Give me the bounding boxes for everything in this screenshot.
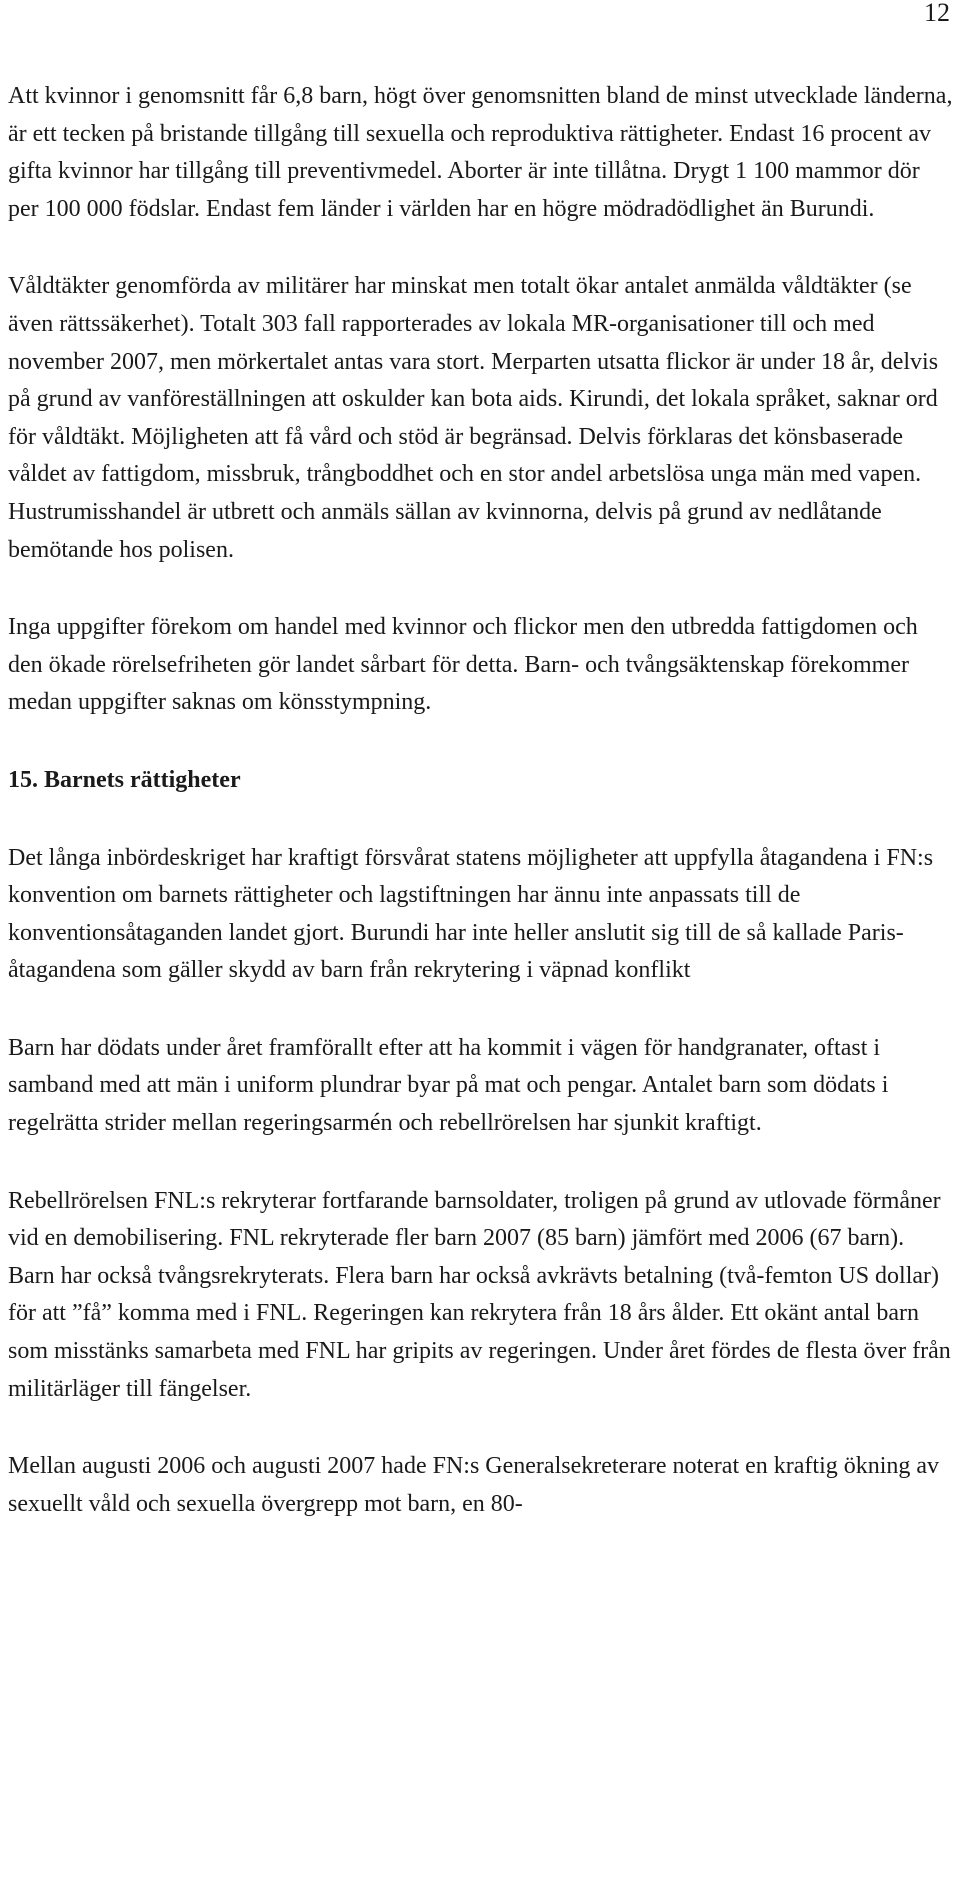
paragraph-sexual-violence: Våldtäkter genomförda av militärer har minskat men totalt ökar antalet anmälda våldtäkter (se även rättssäkerhet). Totalt 303 fall rapporterades av lokala MR-organisationer till och med november 2007, men mörkertalet antas vara stort. Merparten utsatta flickor är under 18 år, delvis på grund av vanföreställningen att oskulder kan bota aids. Kirundi, det lokala språket, saknar ord för våldtäkt. Möjligheten att få vård och stöd är begränsad. Delvis förklaras det könsbaserade våldet av fattigdom, missbruk, trångboddhet och en stor andel arbetslösa unga män med vapen. Hustrumisshandel är utbrett och anmäls sällan av kvinnorna, delvis på grund av nedlåtande bemötande hos polisen.: [8, 273, 939, 563]
paragraph-convention: Det långa inbördeskriget har kraftigt försvårat statens möjligheter att uppfylla åtagandena i FN:s konvention om barnets rättigheter och lagstiftningen har ännu inte anpassats till de konventionsåtaganden landet gjort. Burundi har inte heller anslutit sig till de så kallade Paris-åtagandena som gäller skydd av barn från rekrytering i väpnad konflikt: [8, 844, 934, 984]
paragraph-child-soldiers: Rebellrörelsen FNL:s rekryterar fortfarande barnsoldater, troligen på grund av utlovade förmåner vid en demobilisering. FNL rekryterade fler barn 2007 (85 barn) jämfört med 2006 (67 barn). Barn har också tvångsrekryterats. Flera barn har också avkrävts betalning (två-femton US dollar) för att ”få” komma med i FNL. Regeringen kan rekrytera från 18 års ålder. Ett okänt antal barn som misstänks samarbeta med FNL har gripits av regeringen. Under året fördes de flesta över från militärläger till fängelser.: [8, 1187, 951, 1402]
paragraph-trafficking: Inga uppgifter förekom om handel med kvinnor och flickor men den utbredda fattigdomen och den ökade rörelsefriheten gör landet sårbart för detta. Barn- och tvångsäktenskap förekommer medan uppgifter saknas om könsstympning.: [8, 614, 918, 716]
paragraph-sexual-abuse-children: Mellan augusti 2006 och augusti 2007 hade FN:s Generalsekreterare noterat en kraftig ökning av sexuellt våld och sexuella övergrepp mot barn, en 80-: [8, 1453, 940, 1517]
paragraph-children-killed: Barn har dödats under året framförallt efter att ha kommit i vägen för handgranater, oftast i samband med att män i uniform plundrar byar på mat och pengar. Antalet barn som dödats i regelrätta strider mellan regeringsarmén och rebellrörelsen har sjunkit kraftigt.: [8, 1034, 889, 1137]
section-heading-childrens-rights: 15. Barnets rättigheter: [8, 766, 241, 793]
page-number: 12: [924, 0, 950, 27]
document-body: [8, 78, 953, 1563]
paragraph-reproductive-rights: Att kvinnor i genomsnitt får 6,8 barn, högt över genomsnitten bland de minst utvecklade länderna, är ett tecken på bristande tillgång till sexuella och reproduktiva rättigheter. Endast 16 procent av gifta kvinnor har tillgång till preventivmedel. Aborter är inte tillåtna. Drygt 1 100 mammor dör per 100 000 födslar. Endast fem länder i världen har en högre mödradödlighet än Burundi.: [8, 83, 953, 222]
